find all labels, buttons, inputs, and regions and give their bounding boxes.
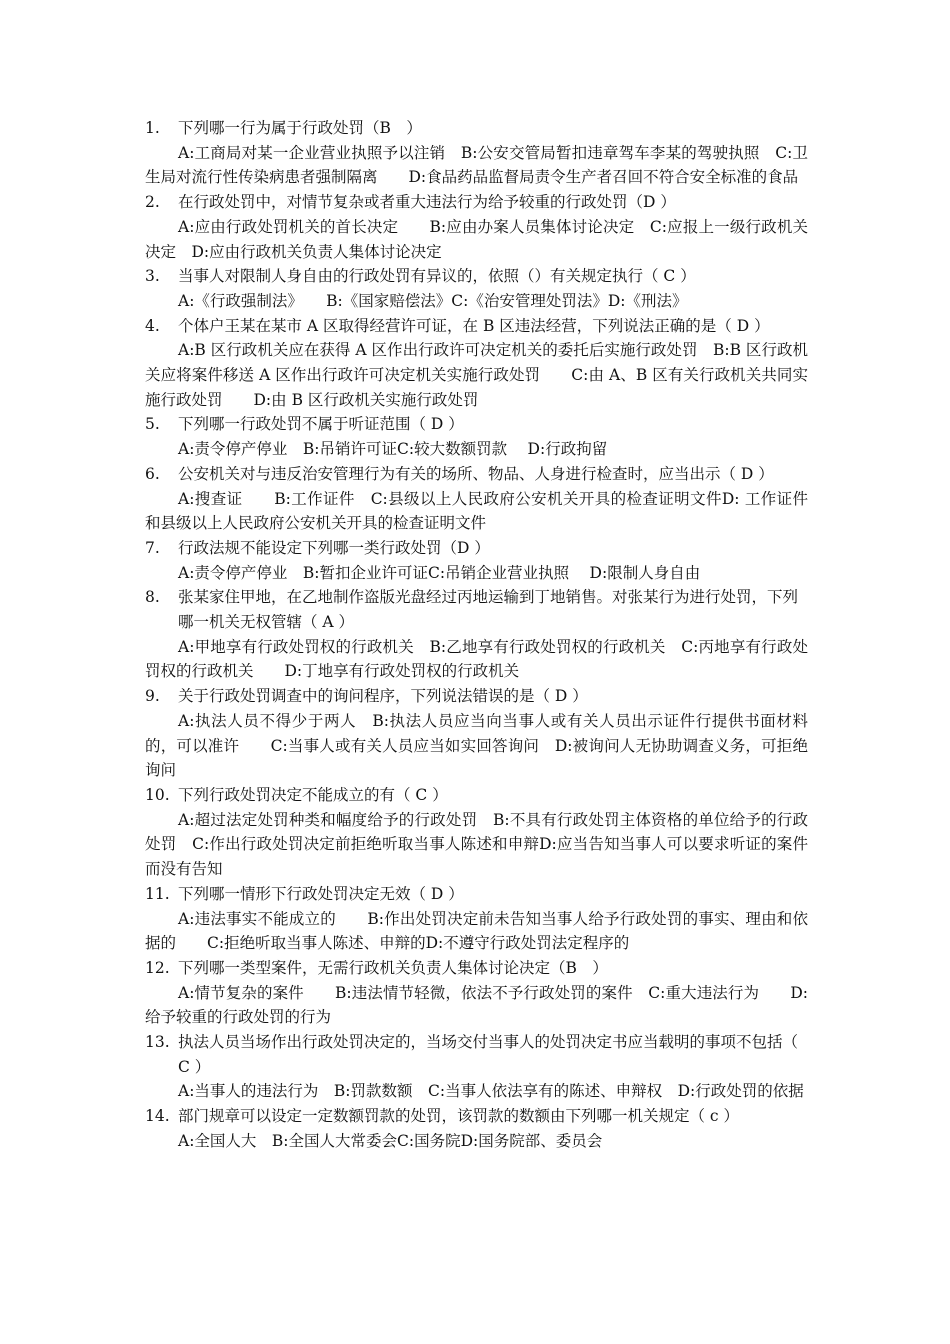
- question-stem: [0, 190, 950, 215]
- question-item: [0, 684, 950, 783]
- question-options: A:工商局对某一企业营业执照予以注销 B:公安交管局暂扣违章驾车李某的驾驶执照 C:卫生局对流行性传染病患者强制隔离 D:食品药品监督局责令生产者召回不符合安全标准的食品: [145, 143, 808, 187]
- question-options: A:违法事实不能成立的 B:作出处罚决定前未告知当事人给予行政处罚的事实、理由和依据的 C:拒绝听取当事人陈述、申辩的D:不遵守行政处罚法定程序的: [145, 909, 808, 953]
- question-number: 12.: [145, 958, 170, 977]
- question-stem: [0, 412, 950, 437]
- question-number: 6.: [145, 464, 160, 483]
- question-number: 13.: [145, 1033, 170, 1052]
- question-options: A:应由行政处罚机关的首长决定 B:应由办案人员集体讨论决定 C:应报上一级行政机关决定 D:应由行政机关负责人集体讨论决定: [145, 217, 808, 261]
- question-text: 下列哪一行政处罚不属于听证范围（ D ）: [178, 415, 464, 434]
- question-number: 11.: [145, 884, 170, 903]
- question-text: 下列哪一行为属于行政处罚（B ）: [178, 119, 422, 137]
- question-options: A:责令停产停业 B:吊销许可证C:较大数额罚款 D:行政拘留: [178, 440, 608, 459]
- question-text: 张某家住甲地，在乙地制作盗版光盘经过丙地运输到丁地销售。对张某行为进行处罚，下列哪一机关无权管辖（ A ）: [178, 588, 799, 632]
- question-options: A:全国人大 B:全国人大常委会C:国务院D:国务院部、委员会: [178, 1131, 603, 1150]
- question-number: 10.: [145, 785, 170, 804]
- question-stem: [0, 956, 950, 981]
- question-stem: [0, 536, 950, 561]
- question-text: 关于行政处罚调查中的询问程序，下列说法错误的是（ D ）: [178, 687, 588, 706]
- question-options: A:当事人的违法行为 B:罚款数额 C:当事人依法享有的陈述、申辩权 D:行政处罚的依据: [178, 1082, 804, 1101]
- question-number: 4.: [145, 316, 160, 335]
- question-stem: [0, 462, 950, 487]
- question-item: [0, 190, 950, 264]
- question-item: [0, 783, 950, 882]
- question-item: [0, 882, 950, 956]
- question-number: 5.: [145, 415, 160, 434]
- question-text: 下列哪一情形下行政处罚决定无效（ D ）: [178, 884, 464, 903]
- question-options: A:搜查证 B:工作证件 C:县级以上人民政府公安机关开具的检查证明文件D: 工作证件和县级以上人民政府公安机关开具的检查证明文件: [145, 489, 808, 533]
- question-stem: [0, 264, 950, 289]
- question-options: A:责令停产停业 B:暂扣企业许可证C:吊销企业营业执照 D:限制人身自由: [178, 563, 701, 582]
- question-item: [0, 116, 950, 190]
- question-text: 下列行政处罚决定不能成立的有（ C ）: [178, 785, 448, 804]
- question-options: A:甲地享有行政处罚权的行政机关 B:乙地享有行政处罚权的行政机关 C:丙地享有行政处罚权的行政机关 D:丁地享有行政处罚权的行政机关: [145, 637, 808, 681]
- question-number: 8.: [145, 588, 160, 607]
- question-options: A:情节复杂的案件 B:违法情节轻微，依法不予行政处罚的案件 C:重大违法行为 D:给予较重的行政处罚的行为: [145, 983, 808, 1027]
- question-item: [0, 462, 950, 536]
- question-stem: [0, 314, 950, 339]
- question-options: A:执法人员不得少于两人 B:执法人员应当向当事人或有关人员出示证件行提供书面材料的，可以准许 C:当事人或有关人员应当如实回答询问 D:被询问人无协助调查义务，可拒绝询问: [145, 711, 808, 780]
- document-page: [0, 116, 950, 1154]
- question-stem: [0, 783, 950, 808]
- question-number: 7.: [145, 538, 160, 557]
- question-number: 2.: [145, 193, 160, 212]
- question-text: 公安机关对与违反治安管理行为有关的场所、物品、人身进行检查时，应当出示（ D ）: [178, 464, 774, 483]
- question-stem: [0, 684, 950, 709]
- question-options: A:超过法定处罚种类和幅度给予的行政处罚 B:不具有行政处罚主体资格的单位给予的行政处罚 C:作出行政处罚决定前拒绝听取当事人陈述和申辩D:应当告知当事人可以要求听证的案件而没有告知: [145, 810, 808, 879]
- question-stem: [0, 1104, 950, 1129]
- question-stem: [0, 585, 950, 634]
- question-item: [0, 1104, 950, 1153]
- question-number: 14.: [145, 1107, 170, 1126]
- question-number: 3.: [145, 267, 160, 286]
- question-text: 执法人员当场作出行政处罚决定的，当场交付当事人的处罚决定书应当载明的事项不包括（ C ）: [178, 1033, 799, 1076]
- question-options: A:B 区行政机关应在获得 A 区作出行政许可决定机关的委托后实施行政处罚 B:B 区行政机关应将案件移送 A 区作出行政许可决定机关实施行政处罚 C:由 A、B 区有关行政机关共同实施行政处罚 D:由 B 区行政机关实施行政处罚: [145, 341, 808, 409]
- question-item: [0, 1030, 950, 1104]
- question-text: 在行政处罚中，对情节复杂或者重大违法行为给予较重的行政处罚（D ）: [178, 193, 676, 212]
- question-text: 当事人对限制人身自由的行政处罚有异议的，依照（）有关规定执行（ C ）: [178, 267, 696, 286]
- question-item: [0, 536, 950, 585]
- question-options: A:《行政强制法》 B:《国家赔偿法》C:《治安管理处罚法》D:《刑法》: [178, 291, 688, 310]
- question-stem: [0, 882, 950, 907]
- question-text: 下列哪一类型案件，无需行政机关负责人集体讨论决定（B ）: [178, 958, 608, 977]
- question-text: 个体户王某在某市 A 区取得经营许可证，在 B 区违法经营，下列说法正确的是（ D ）: [178, 316, 770, 335]
- question-item: [0, 585, 950, 684]
- question-stem: [0, 116, 950, 141]
- question-number: 9.: [145, 687, 160, 706]
- question-stem: [0, 1030, 950, 1079]
- question-item: [0, 264, 950, 313]
- question-item: [0, 956, 950, 1030]
- question-item: [0, 412, 950, 461]
- question-text: 部门规章可以设定一定数额罚款的处罚，该罚款的数额由下列哪一机关规定（ c ）: [178, 1107, 740, 1126]
- question-number: 1.: [145, 119, 160, 137]
- question-text: 行政法规不能设定下列哪一类行政处罚（D ）: [178, 538, 490, 557]
- question-item: [0, 314, 950, 413]
